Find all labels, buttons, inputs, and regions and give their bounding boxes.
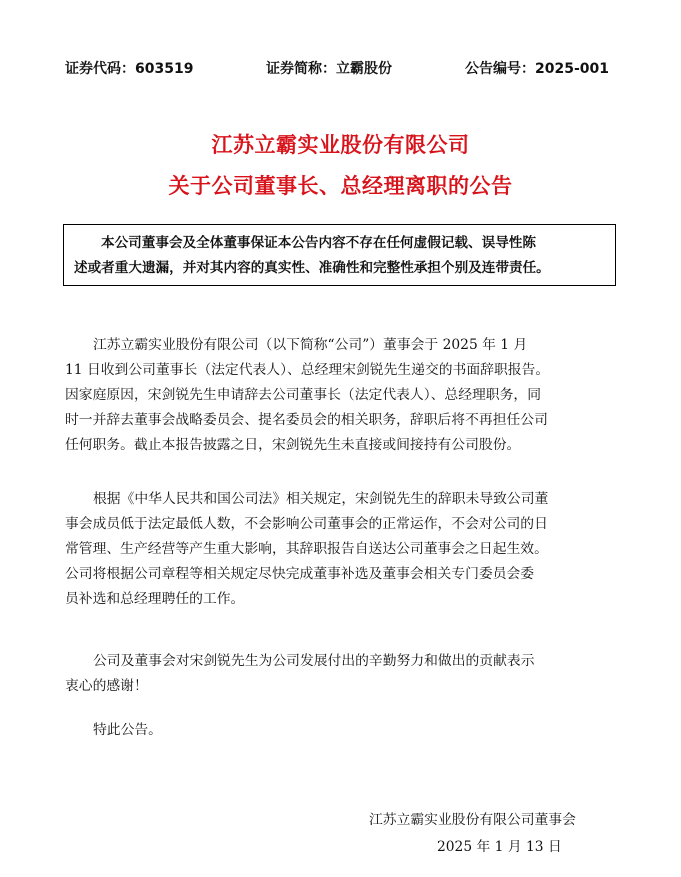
paragraph-3 bbox=[65, 649, 625, 699]
paragraph-line: 江苏立霸实业股份有限公司（以下简称“公司”）董事会于 2025 年 1 月 bbox=[93, 337, 528, 353]
paragraph-line: 因家庭原因，宋剑锐先生申请辞去公司董事长（法定代表人）、总经理职务，同 bbox=[65, 387, 541, 403]
guarantee-line-1: 本公司董事会及全体董事保证本公告内容不存在任何虚假记载、误导性陈 bbox=[101, 235, 536, 251]
paragraph-line: 11 日收到公司董事长（法定代表人）、总经理宋剑锐先生递交的书面辞职报告。 bbox=[65, 362, 550, 378]
closing-statement: 特此公告。 bbox=[93, 722, 162, 738]
guarantee-line-2: 述或者重大遗漏，并对其内容的真实性、准确性和完整性承担个别及连带责任。 bbox=[74, 260, 550, 276]
company-title: 江苏立霸实业股份有限公司 bbox=[211, 133, 470, 157]
paragraph-line: 任何职务。截止本报告披露之日，宋剑锐先生未直接或间接持有公司股份。 bbox=[65, 437, 521, 453]
paragraph-line: 常管理、生产经营等产生重大影响，其辞职报告自送达公司董事会之日起生效。 bbox=[65, 541, 548, 557]
board-guarantee-box bbox=[63, 224, 616, 286]
paragraph-4 bbox=[65, 718, 625, 743]
paragraph-line: 事会成员低于法定最低人数，不会影响公司董事会的正常运作，不会对公司的日 bbox=[65, 516, 548, 532]
signature-organization: 江苏立霸实业股份有限公司董事会 bbox=[369, 812, 576, 828]
paragraph-line: 公司将根据公司章程等相关规定尽快完成董事补选及董事会相关专门委员会委 bbox=[65, 566, 535, 582]
paragraph-line: 公司及董事会对宋剑锐先生为公司发展付出的辛勤努力和做出的贡献表示 bbox=[93, 653, 535, 669]
document-header bbox=[0, 58, 681, 82]
paragraph-line: 根据《中华人民共和国公司法》相关规定，宋剑锐先生的辞职未导致公司董 bbox=[93, 491, 549, 507]
signature-date: 2025 年 1 月 13 日 bbox=[437, 839, 562, 855]
paragraph-line: 员补选和总经理聘任的工作。 bbox=[65, 591, 245, 607]
paragraph-1 bbox=[65, 333, 625, 458]
paragraph-line: 时一并辞去董事会战略委员会、提名委员会的相关职务，辞职后将不再担任公司 bbox=[65, 412, 548, 428]
stock-short-name: 证券简称：立霸股份 bbox=[266, 61, 392, 77]
paragraph-line: 衷心的感谢！ bbox=[65, 678, 148, 694]
stock-code: 证券代码：603519 bbox=[65, 61, 194, 77]
paragraph-2 bbox=[65, 487, 625, 612]
notice-title: 关于公司董事长、总经理离职的公告 bbox=[168, 174, 513, 198]
notice-number: 公告编号：2025-001 bbox=[465, 61, 609, 77]
